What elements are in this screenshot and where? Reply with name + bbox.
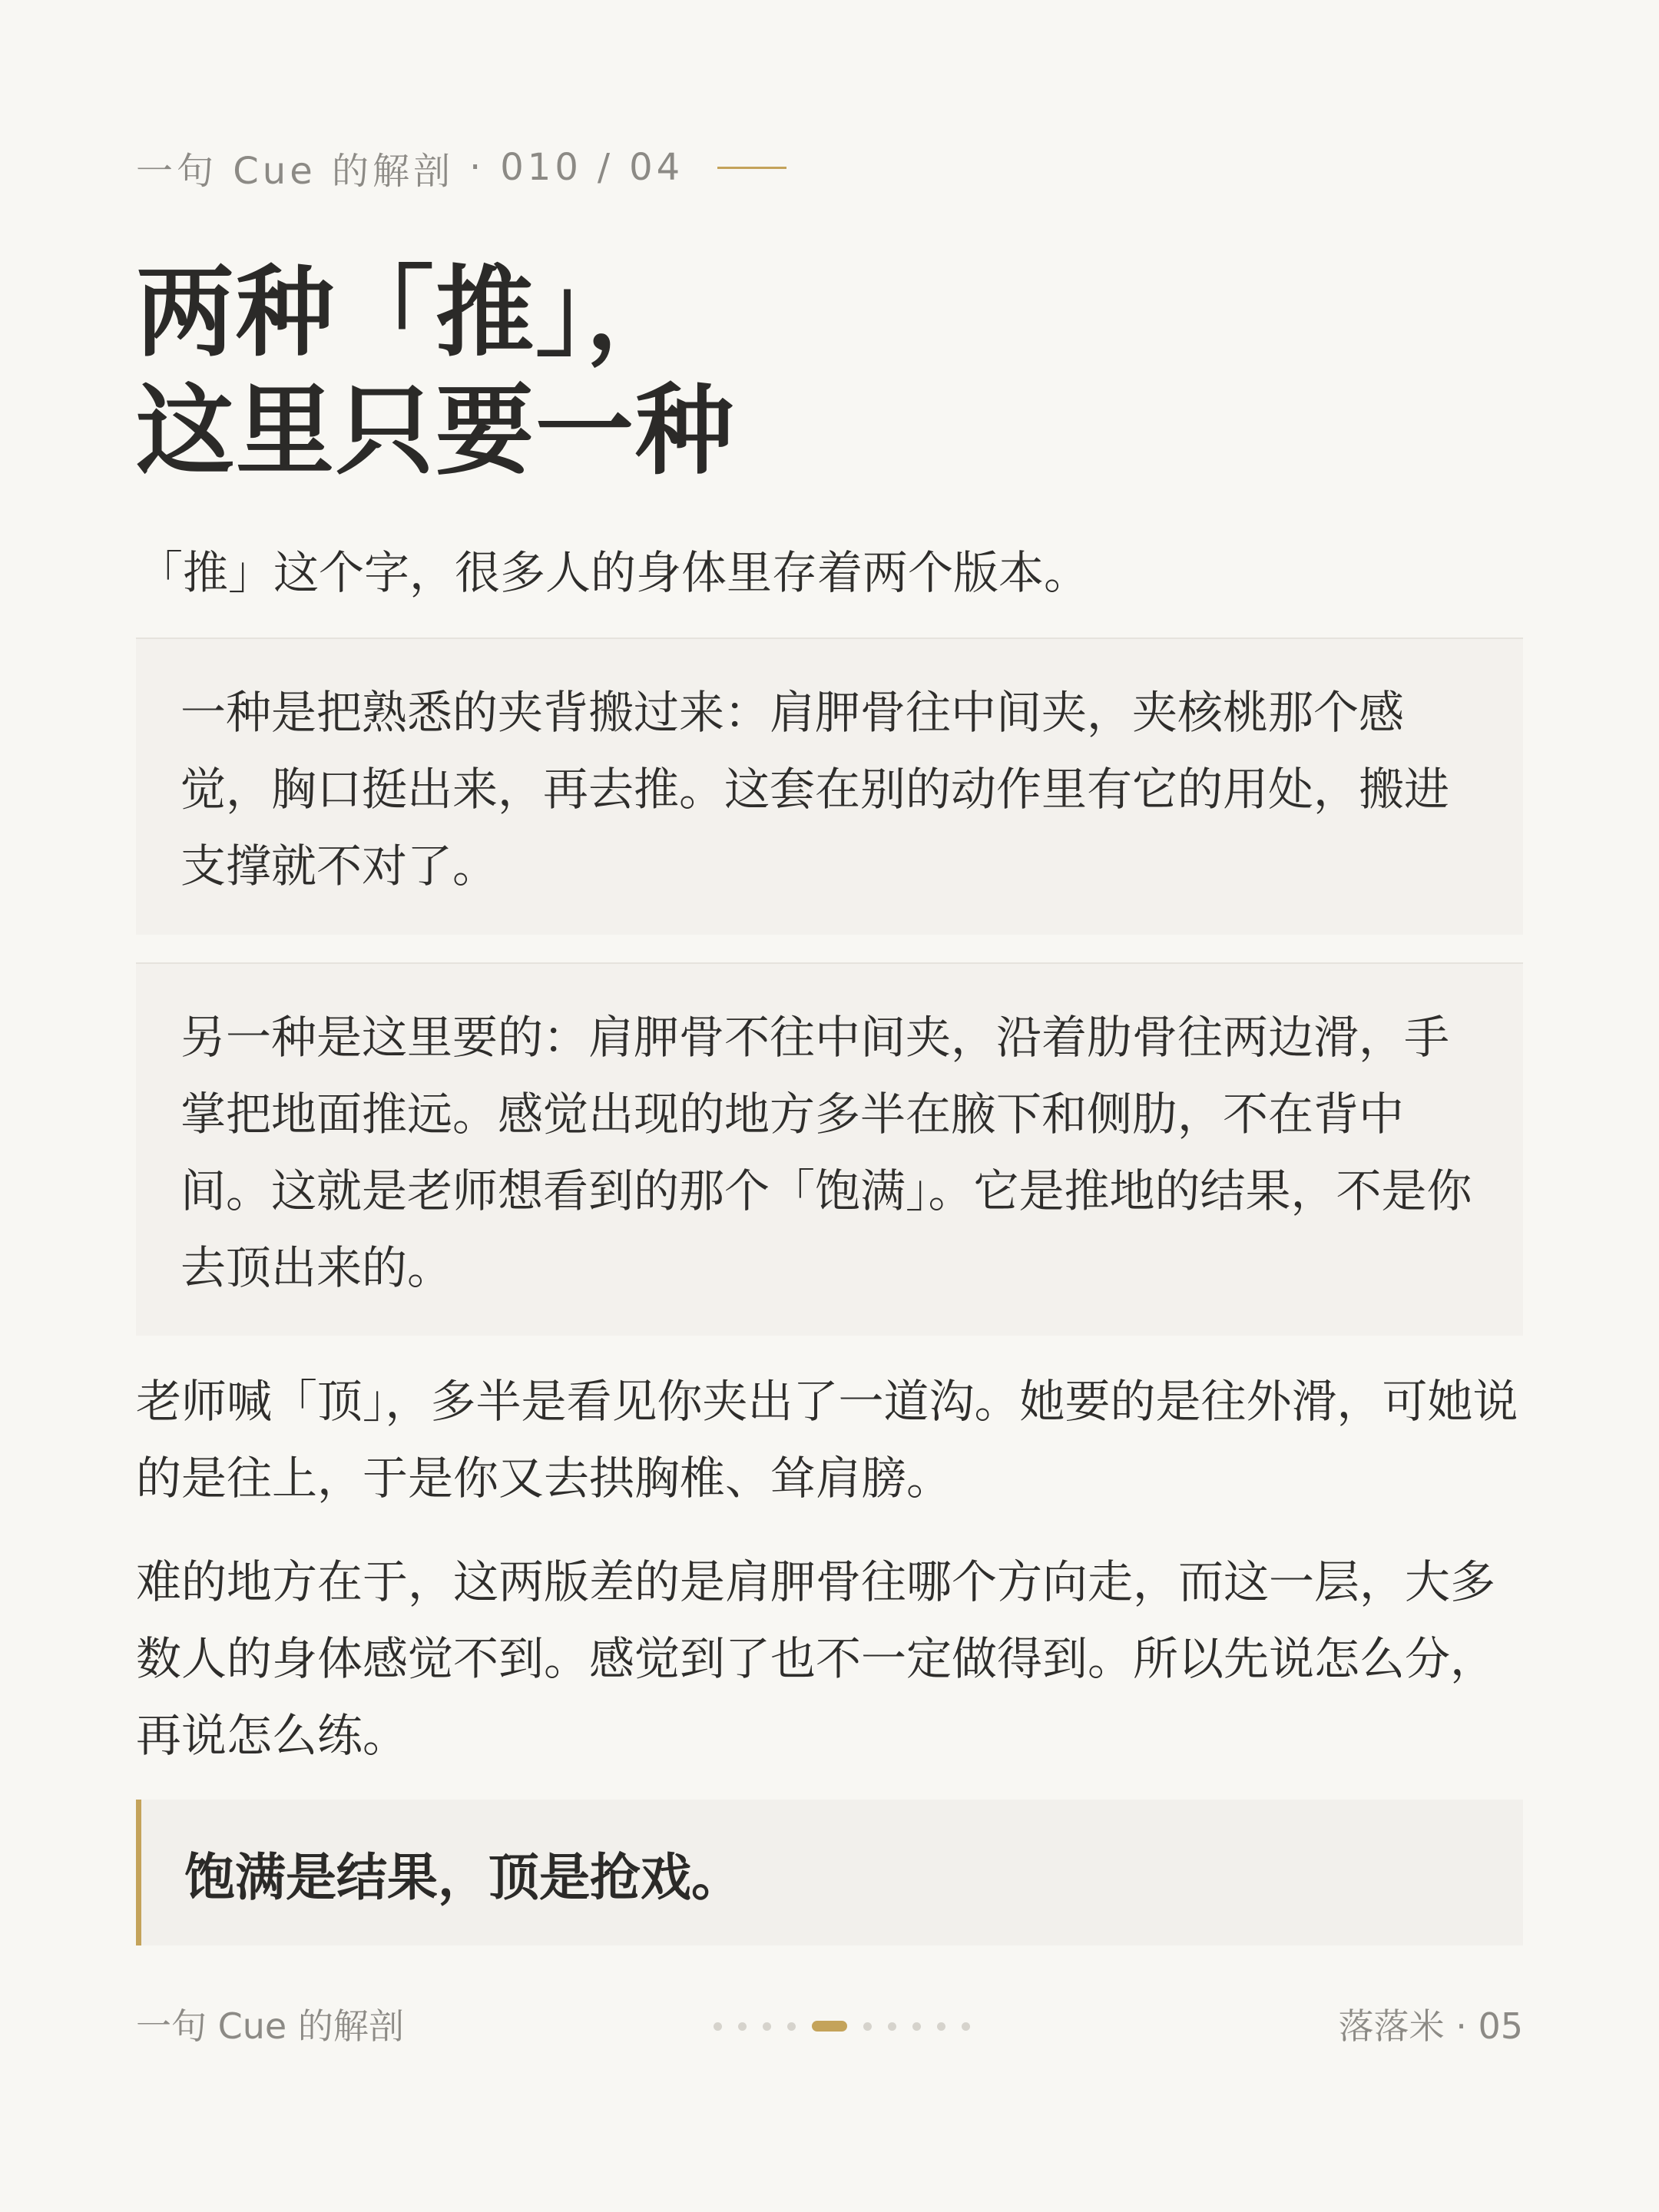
page-dot[interactable] bbox=[763, 2022, 771, 2031]
issue-number: 010 bbox=[500, 146, 582, 189]
title-line-1: 两种「推」， bbox=[136, 255, 687, 370]
footer-author-page: 落落米 · 05 bbox=[1338, 2005, 1523, 2047]
page-dot[interactable] bbox=[937, 2022, 945, 2031]
pull-quote-text: 饱满是结果，顶是抢戏。 bbox=[184, 1847, 742, 1907]
body-paragraph-2: 难的地方在于，这两版差的是肩胛骨往哪个方向走，而这一层，大多数人的身体感觉不到。感觉到了也不一定做得到。所以先说怎么分，再说怎么练。 bbox=[136, 1555, 1496, 1762]
series-name: 一句 Cue 的解剖 bbox=[136, 149, 454, 193]
pull-quote bbox=[136, 1800, 1523, 1945]
page-dot[interactable] bbox=[787, 2022, 796, 2031]
page-title bbox=[136, 253, 735, 490]
page-dot[interactable] bbox=[912, 2022, 921, 2031]
body-paragraph-1: 老师喊「顶」，多半是看见你夹出了一道沟。她要的是往外滑，可她说的是往上，于是你又去拱胸椎、耸肩膀。 bbox=[136, 1375, 1518, 1505]
accent-rule bbox=[717, 167, 786, 169]
lead-paragraph: 「推」这个字，很多人的身体里存着两个版本。 bbox=[137, 546, 1090, 599]
version-one-card bbox=[136, 637, 1523, 935]
page-dot[interactable] bbox=[863, 2022, 872, 2031]
page-dot-active[interactable] bbox=[812, 2021, 847, 2032]
header-kicker bbox=[136, 144, 786, 193]
separator-dot: · bbox=[469, 146, 485, 189]
version-two-text: 另一种是这里要的：肩胛骨不往中间夹，沿着肋骨往两边滑，手掌把地面推远。感觉出现的地方多半在腋下和侧肋，不在背中间。这就是老师想看到的那个「饱满」。它是推地的结果，不是你去顶出来的。 bbox=[180, 1011, 1472, 1294]
page-dot[interactable] bbox=[714, 2022, 722, 2031]
page-dot[interactable] bbox=[738, 2022, 747, 2031]
separator-slash: / bbox=[597, 146, 614, 189]
page-indicator[interactable] bbox=[714, 2020, 970, 2032]
footer bbox=[136, 2003, 1523, 2049]
version-one-text: 一种是把熟悉的夹背搬过来：肩胛骨往中间夹，夹核桃那个感觉，胸口挺出来，再去推。这套在别的动作里有它的用处，搬进支撑就不对了。 bbox=[180, 686, 1450, 892]
footer-series: 一句 Cue 的解剖 bbox=[136, 2005, 404, 2047]
page-number: 04 bbox=[629, 146, 684, 189]
page-dot[interactable] bbox=[888, 2022, 896, 2031]
page-dot[interactable] bbox=[962, 2022, 970, 2031]
slide-page bbox=[136, 0, 1523, 2212]
title-line-2: 这里只要一种 bbox=[136, 373, 736, 488]
version-two-card bbox=[136, 962, 1523, 1336]
